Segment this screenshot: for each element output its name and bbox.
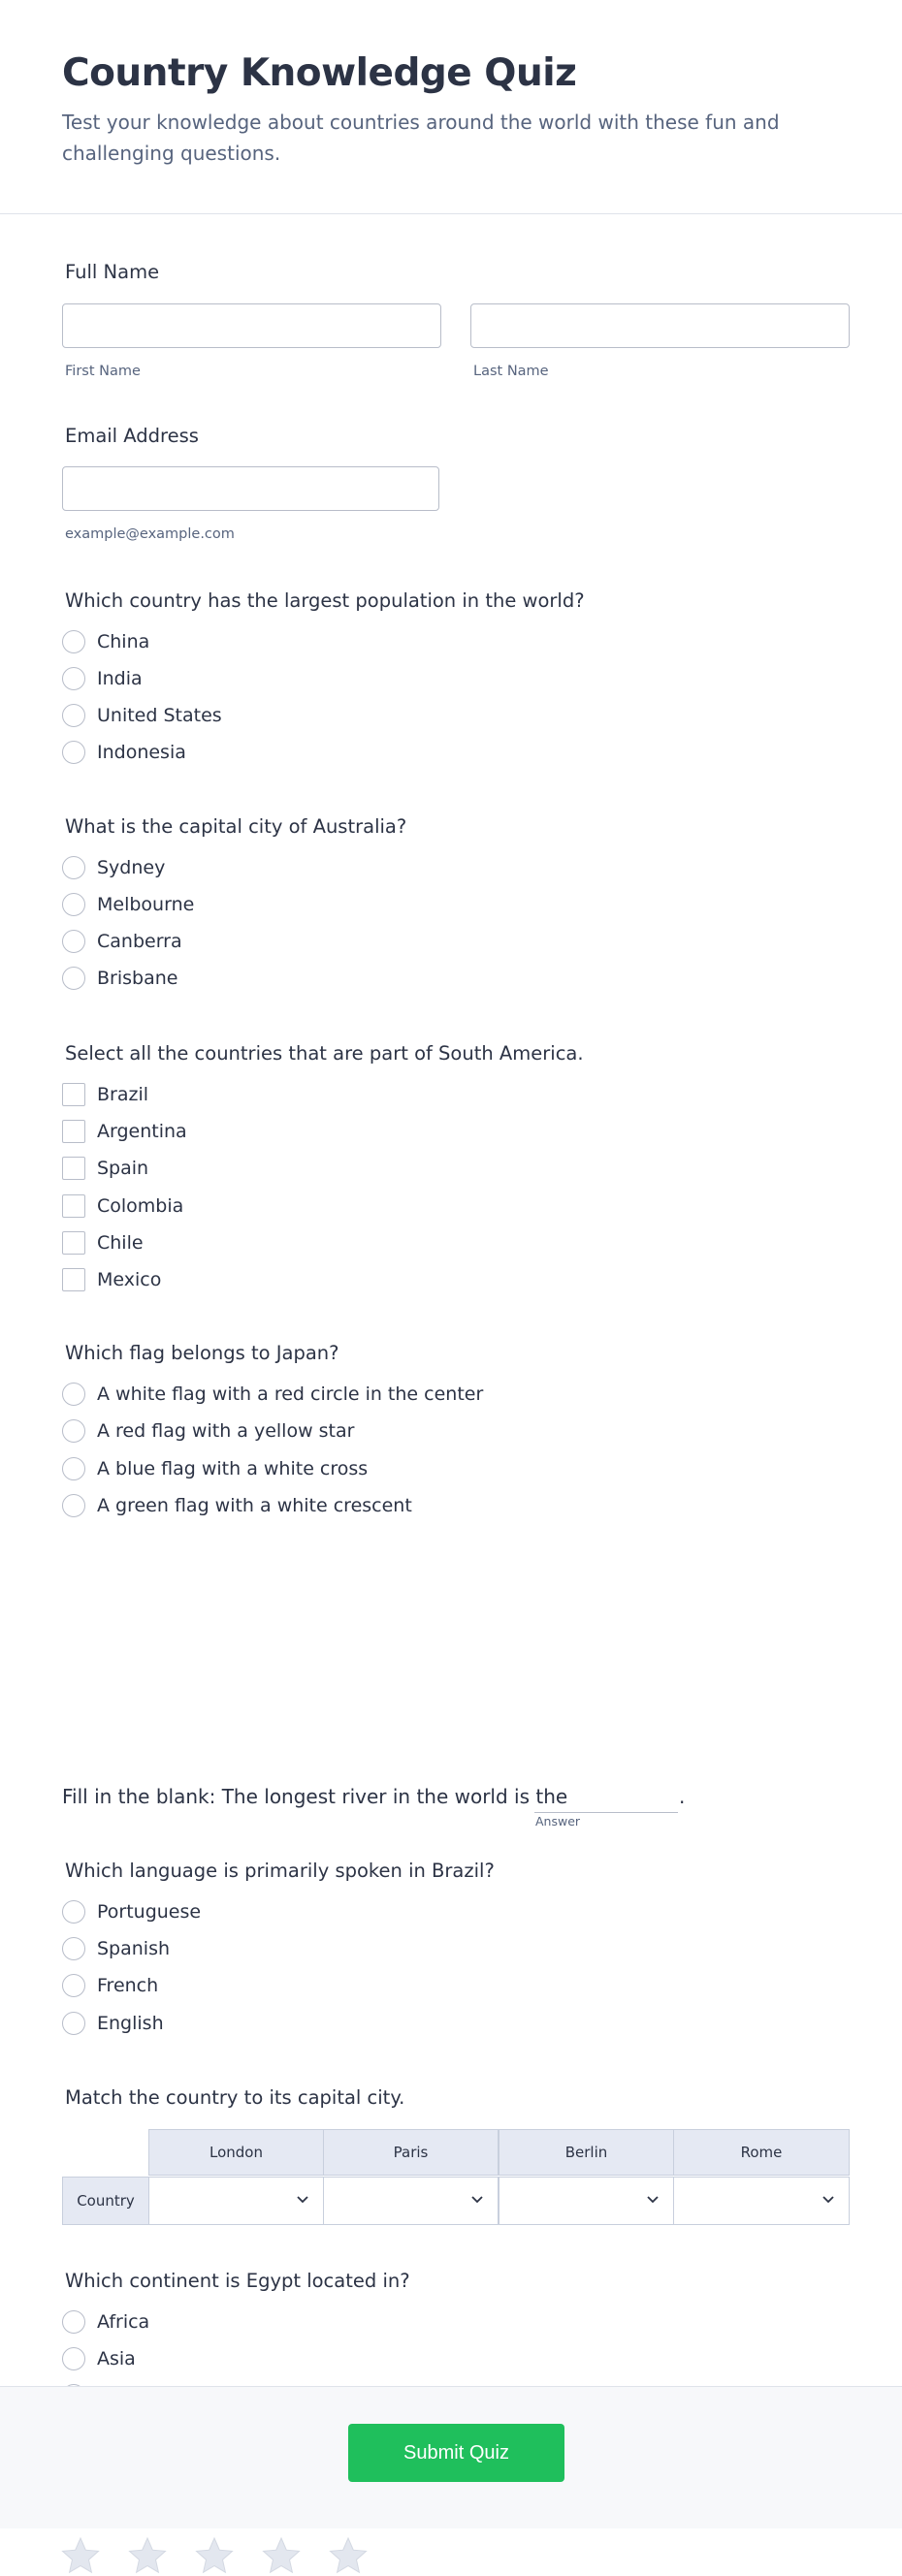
radio-circle-icon[interactable] xyxy=(62,856,85,879)
option-label: A green flag with a white crescent xyxy=(97,1495,412,1516)
form-title: Country Knowledge Quiz xyxy=(62,51,577,95)
question-japan-label: Which flag belongs to Japan? xyxy=(65,1342,339,1364)
star-icon[interactable] xyxy=(60,2535,101,2576)
option-mexico[interactable] xyxy=(62,1266,161,1293)
radio-circle-icon[interactable] xyxy=(62,1383,85,1406)
option-label: A white flag with a red circle in the center xyxy=(97,1383,484,1405)
option-label: Mexico xyxy=(97,1269,162,1290)
option-label: Sydney xyxy=(97,857,166,878)
option-label: Brazil xyxy=(97,1084,149,1105)
radio-circle-icon[interactable] xyxy=(62,704,85,727)
star-icon[interactable] xyxy=(261,2535,302,2576)
option-green-flag-white-crescent[interactable] xyxy=(62,1492,412,1519)
first-name-input[interactable] xyxy=(62,303,441,348)
radio-circle-icon[interactable] xyxy=(62,893,85,916)
option-india[interactable] xyxy=(62,665,143,692)
option-french[interactable] xyxy=(62,1972,158,1999)
matrix-dropdown-rome[interactable] xyxy=(673,2177,850,2225)
question-brazil-label: Which language is primarily spoken in Brazil? xyxy=(65,1860,495,1882)
option-asia[interactable] xyxy=(62,2345,136,2372)
matrix-dropdown-paris[interactable] xyxy=(323,2177,499,2225)
radio-circle-icon[interactable] xyxy=(62,1900,85,1924)
option-label: A blue flag with a white cross xyxy=(97,1458,369,1479)
option-label: Colombia xyxy=(97,1195,184,1217)
option-spain[interactable] xyxy=(62,1155,148,1182)
form-subtitle: Test your knowledge about countries around the world with these fun and challenging questions. xyxy=(62,111,780,165)
radio-circle-icon[interactable] xyxy=(62,1494,85,1517)
chevron-down-icon xyxy=(294,2191,311,2209)
full-name-label: Full Name xyxy=(65,261,160,283)
option-label: Indonesia xyxy=(97,742,186,763)
question-south-america-label: Select all the countries that are part of South America. xyxy=(65,1042,584,1065)
checkbox-square-icon[interactable] xyxy=(62,1268,85,1291)
chevron-down-icon xyxy=(468,2191,486,2209)
option-china[interactable] xyxy=(62,628,149,655)
option-brazil[interactable] xyxy=(62,1081,148,1108)
radio-circle-icon[interactable] xyxy=(62,2012,85,2035)
question-match-label: Match the country to its capital city. xyxy=(65,2086,405,2109)
chevron-down-icon xyxy=(820,2191,837,2209)
option-label: Melbourne xyxy=(97,894,195,915)
option-sydney[interactable] xyxy=(62,854,165,881)
radio-circle-icon[interactable] xyxy=(62,1974,85,1997)
form-header xyxy=(0,0,902,214)
radio-circle-icon[interactable] xyxy=(62,667,85,690)
radio-circle-icon[interactable] xyxy=(62,630,85,653)
last-name-input[interactable] xyxy=(470,303,850,348)
option-label: Brisbane xyxy=(97,968,178,989)
email-input[interactable] xyxy=(62,466,439,511)
radio-circle-icon[interactable] xyxy=(62,2310,85,2334)
matrix-column-paris: Paris xyxy=(323,2129,499,2176)
email-label: Email Address xyxy=(65,425,199,447)
option-label: Canberra xyxy=(97,931,182,952)
radio-circle-icon[interactable] xyxy=(62,1419,85,1443)
option-argentina[interactable] xyxy=(62,1118,187,1145)
matrix-row-country: Country xyxy=(62,2177,149,2225)
question-population-label: Which country has the largest population in the world? xyxy=(65,589,585,612)
matrix-dropdown-london[interactable] xyxy=(148,2177,324,2225)
river-answer-input[interactable] xyxy=(534,1787,678,1813)
matrix-dropdown-berlin[interactable] xyxy=(499,2177,674,2225)
option-label: Argentina xyxy=(97,1121,187,1142)
option-label: French xyxy=(97,1975,159,1996)
radio-circle-icon[interactable] xyxy=(62,1937,85,1960)
checkbox-square-icon[interactable] xyxy=(62,1120,85,1143)
checkbox-square-icon[interactable] xyxy=(62,1194,85,1218)
question-egypt-label: Which continent is Egypt located in? xyxy=(65,2270,410,2292)
radio-circle-icon[interactable] xyxy=(62,930,85,953)
option-label: Spanish xyxy=(97,1938,171,1959)
checkbox-square-icon[interactable] xyxy=(62,1231,85,1255)
option-label: Africa xyxy=(97,2311,150,2333)
option-label: English xyxy=(97,2013,164,2034)
checkbox-square-icon[interactable] xyxy=(62,1157,85,1180)
star-icon[interactable] xyxy=(328,2535,369,2576)
option-blue-flag-white-cross[interactable] xyxy=(62,1455,368,1482)
star-icon[interactable] xyxy=(127,2535,168,2576)
option-spanish[interactable] xyxy=(62,1935,170,1962)
option-red-flag-yellow-star[interactable] xyxy=(62,1417,354,1445)
question-australia-label: What is the capital city of Australia? xyxy=(65,815,407,838)
option-label: China xyxy=(97,631,150,652)
question-river-suffix: . xyxy=(679,1785,686,1808)
option-label: Chile xyxy=(97,1232,144,1254)
option-label: United States xyxy=(97,705,222,726)
chevron-down-icon xyxy=(644,2191,661,2209)
option-canberra[interactable] xyxy=(62,928,182,955)
last-name-sublabel: Last Name xyxy=(473,364,549,379)
question-river-prefix: Fill in the blank: The longest river in the world is the xyxy=(62,1785,568,1808)
option-label: Spain xyxy=(97,1158,149,1179)
matrix-column-rome: Rome xyxy=(673,2129,850,2176)
option-brisbane[interactable] xyxy=(62,965,177,992)
star-icon[interactable] xyxy=(194,2535,235,2576)
option-africa[interactable] xyxy=(62,2308,149,2336)
checkbox-square-icon[interactable] xyxy=(62,1083,85,1106)
option-united-states[interactable] xyxy=(62,702,222,729)
option-melbourne[interactable] xyxy=(62,891,194,918)
option-indonesia[interactable] xyxy=(62,739,186,766)
option-label: Portuguese xyxy=(97,1901,202,1923)
option-white-flag-red-circle[interactable] xyxy=(62,1381,483,1408)
option-colombia[interactable] xyxy=(62,1193,183,1220)
option-chile[interactable] xyxy=(62,1229,144,1256)
option-english[interactable] xyxy=(62,2010,164,2037)
submit-quiz-button[interactable]: Submit Quiz xyxy=(348,2424,564,2482)
radio-circle-icon[interactable] xyxy=(62,1457,85,1480)
option-portuguese[interactable] xyxy=(62,1898,201,1925)
option-label: Asia xyxy=(97,2348,136,2369)
option-label: A red flag with a yellow star xyxy=(97,1420,355,1442)
first-name-sublabel: First Name xyxy=(65,364,141,379)
radio-circle-icon[interactable] xyxy=(62,2347,85,2370)
river-answer-sublabel: Answer xyxy=(535,1814,581,1829)
radio-circle-icon[interactable] xyxy=(62,967,85,990)
option-label: India xyxy=(97,668,143,689)
radio-circle-icon[interactable] xyxy=(62,741,85,764)
matrix-column-berlin: Berlin xyxy=(499,2129,674,2176)
email-sublabel: example@example.com xyxy=(65,526,235,542)
matrix-column-london: London xyxy=(148,2129,324,2176)
